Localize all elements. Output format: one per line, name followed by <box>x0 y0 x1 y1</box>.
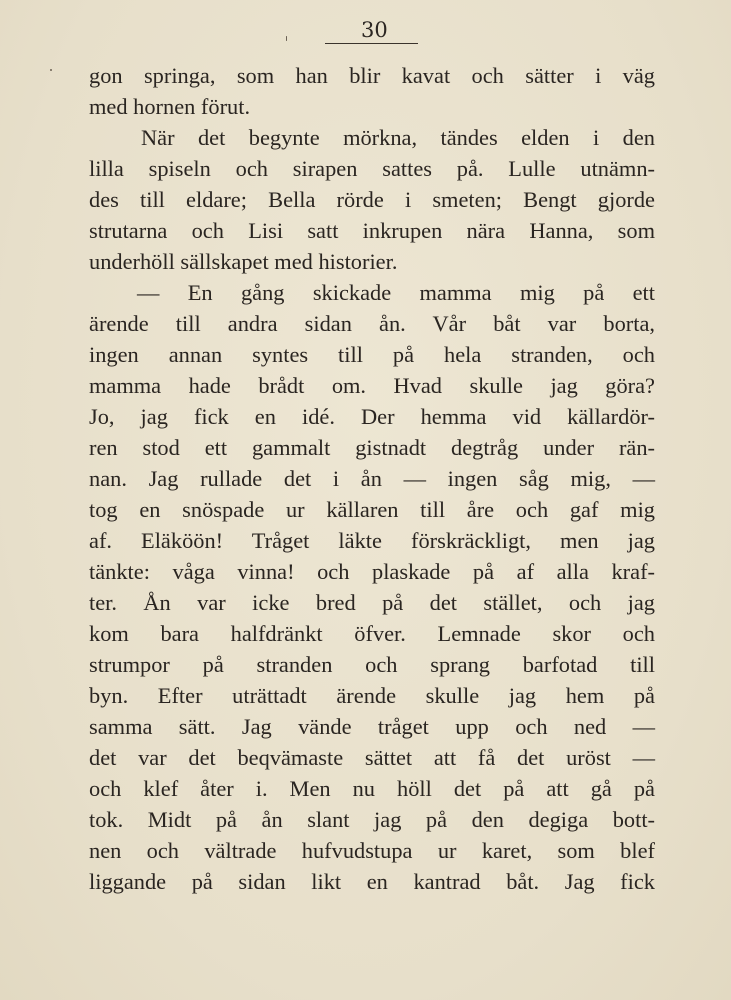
paper-speck <box>286 36 287 41</box>
text-line: mamma hade brådt om. Hvad skulle jag göra? <box>89 373 655 398</box>
text-line: byn. Efter uträttadt ärende skulle jag hem på <box>89 683 655 708</box>
text-line: lilla spiseln och sirapen sattes på. Lulle utnämn- <box>89 156 655 181</box>
text-line: ärende till andra sidan ån. Vår båt var borta, <box>89 311 655 336</box>
paper-speck <box>50 69 52 71</box>
text-line: af. Eläköön! Tråget läkte förskräckligt, men jag <box>89 528 655 553</box>
text-line: nen och vältrade hufvudstupa ur karet, som blef <box>89 838 655 863</box>
text-line: ren stod ett gammalt gistnadt degtråg under rän- <box>89 435 655 460</box>
text-line: nan. Jag rullade det i ån — ingen såg mig, — <box>89 466 655 491</box>
text-line: kom bara halfdränkt öfver. Lemnade skor och <box>89 621 655 646</box>
text-line: med hornen förut. <box>89 94 251 119</box>
text-line: strumpor på stranden och sprang barfotad till <box>89 652 655 677</box>
text-line: des till eldare; Bella rörde i smeten; Bengt gjorde <box>89 187 655 212</box>
text-line: När det begynte mörkna, tändes elden i den <box>141 125 655 150</box>
page-header <box>0 14 731 46</box>
text-line: underhöll sällskapet med historier. <box>89 249 398 274</box>
text-line: strutarna och Lisi satt inkrupen nära Hanna, som <box>89 218 655 243</box>
text-line: — En gång skickade mamma mig på ett <box>137 280 655 305</box>
body-text <box>89 60 655 897</box>
text-line: det var det beqvämaste sättet att få det uröst — <box>89 745 655 770</box>
page-number: 30 <box>361 18 388 42</box>
text-line: samma sätt. Jag vände tråget upp och ned — <box>89 714 655 739</box>
text-line: Jo, jag fick en idé. Der hemma vid källardör- <box>89 404 655 429</box>
header-rule <box>325 43 418 44</box>
text-line: gon springa, som han blir kavat och sätter i väg <box>89 63 655 88</box>
text-line: tänkte: våga vinna! och plaskade på af alla kraf- <box>89 559 655 584</box>
text-line: och klef åter i. Men nu höll det på att gå på <box>89 776 655 801</box>
text-line: tog en snöspade ur källaren till åre och gaf mig <box>89 497 655 522</box>
text-line: ter. Ån var icke bred på det stället, och jag <box>89 590 655 615</box>
text-line: liggande på sidan likt en kantrad båt. Jag fick <box>89 869 655 894</box>
text-line: tok. Midt på ån slant jag på den degiga bott- <box>89 807 655 832</box>
text-line: ingen annan syntes till på hela stranden, och <box>89 342 655 367</box>
